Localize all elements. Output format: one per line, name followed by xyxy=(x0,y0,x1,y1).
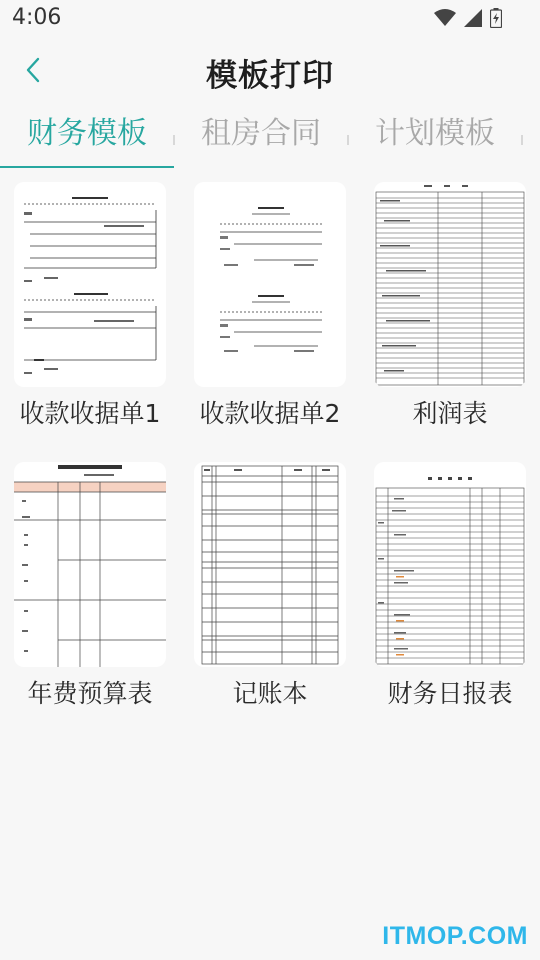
template-thumbnail[interactable] xyxy=(374,182,526,387)
tab-divider xyxy=(173,135,175,145)
status-time: 4:06 xyxy=(12,5,62,30)
tab-divider xyxy=(347,135,349,145)
tab-finance-templates[interactable]: 财务模板 xyxy=(27,116,147,151)
template-label: 收款收据单2 xyxy=(199,399,341,428)
receipt-form-preview xyxy=(14,182,166,387)
daily-report-preview xyxy=(374,462,526,667)
status-icons xyxy=(434,8,502,28)
profit-table-preview xyxy=(374,182,526,387)
template-label: 利润表 xyxy=(412,399,488,428)
template-thumbnail[interactable] xyxy=(14,462,166,667)
cellular-signal-icon xyxy=(464,9,482,27)
wifi-icon xyxy=(434,9,456,27)
ledger-table-preview xyxy=(194,462,346,667)
template-thumbnail[interactable] xyxy=(374,462,526,667)
status-bar xyxy=(0,0,540,38)
tab-bar xyxy=(0,108,540,168)
battery-charging-icon xyxy=(490,8,502,28)
tab-plan-templates[interactable]: 计划模板 xyxy=(375,116,495,151)
page-title: 模板打印 xyxy=(206,58,334,94)
header xyxy=(0,38,540,100)
tab-rental-contracts[interactable]: 租房合同 xyxy=(201,116,321,151)
template-thumbnail[interactable] xyxy=(14,182,166,387)
template-label: 财务日报表 xyxy=(387,679,513,708)
template-label: 年费预算表 xyxy=(27,679,153,708)
template-thumbnail[interactable] xyxy=(194,182,346,387)
template-label: 记账本 xyxy=(232,679,308,708)
template-label: 收款收据单1 xyxy=(19,399,161,428)
receipt-form-preview xyxy=(194,182,346,387)
watermark: ITMOP.COM xyxy=(382,922,528,950)
template-thumbnail[interactable] xyxy=(194,462,346,667)
tab-active-indicator xyxy=(0,166,174,168)
budget-table-preview xyxy=(14,462,166,667)
tab-divider xyxy=(521,135,523,145)
